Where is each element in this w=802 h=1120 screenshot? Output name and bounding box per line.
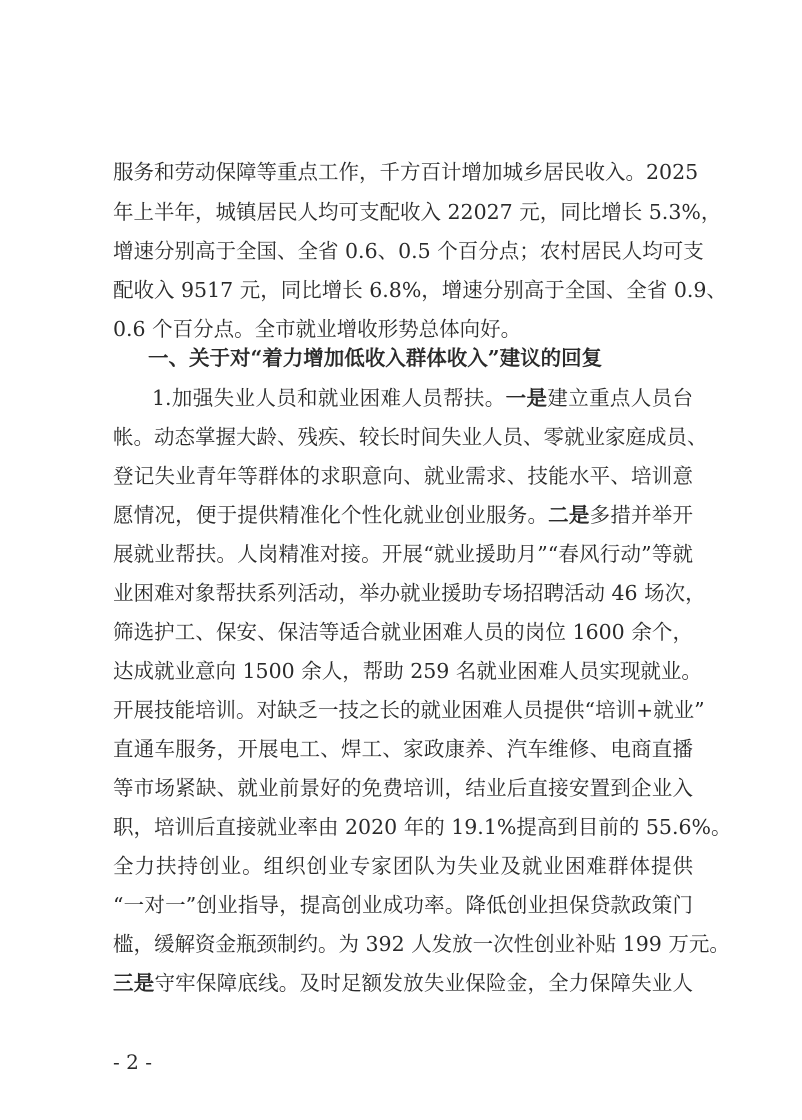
body-line: 全力扶持创业。组织创业专家团队为失业及就业困难群体提供 (113, 854, 693, 878)
body-fragment: 愿情况，便于提供精准化个性化就业创业服务。 (113, 503, 549, 527)
body-line: 业困难对象帮扶系列活动，举办就业援助专场招聘活动 46 场次， (113, 581, 706, 605)
body-fragment: 建立重点人员台 (547, 386, 694, 410)
body-line (113, 503, 693, 527)
emphasis-third: 三是 (113, 971, 155, 995)
body-line: “一对一”创业指导，提高创业成功率。降低创业担保贷款政策门 (113, 893, 693, 917)
emphasis-first: 一是 (505, 386, 548, 410)
body-line: 增速分别高于全国、全省 0.6、0.5 个百分点；农村居民人均可支 (113, 239, 704, 263)
page-number: - 2 - (113, 1050, 152, 1074)
emphasis-second: 二是 (548, 503, 590, 527)
body-line: 登记失业青年等群体的求职意向、就业需求、技能水平、培训意 (113, 464, 693, 488)
item-title: 1.加强失业人员和就业困难人员帮扶。 (152, 386, 506, 410)
body-line: 0.6 个百分点。全市就业增收形势总体向好。 (113, 317, 522, 341)
body-line (113, 971, 693, 995)
body-line: 达成就业意向 1500 余人，帮助 259 名就业困难人员实现就业。 (113, 659, 702, 683)
body-line: 筛选护工、保安、保洁等适合就业困难人员的岗位 1600 余个， (113, 620, 693, 644)
body-line: 服务和劳动保障等重点工作，千方百计增加城乡居民收入。2025 (113, 160, 699, 184)
body-line: 帐。动态掌握大龄、残疾、较长时间失业人员、零就业家庭成员、 (113, 425, 708, 449)
body-line: 直通车服务，开展电工、焊工、家政康养、汽车维修、电商直播 (113, 737, 693, 761)
body-fragment: 守牢保障底线。及时足额发放失业保险金，全力保障失业人 (154, 971, 694, 995)
body-line: 槛，缓解资金瓶颈制约。为 392 人发放一次性创业补贴 199 万元。 (113, 932, 730, 956)
body-fragment: 多措并举开 (589, 503, 694, 527)
body-line: 开展技能培训。对缺乏一技之长的就业困难人员提供“培训+就业” (113, 698, 705, 722)
body-line: 配收入 9517 元，同比增长 6.8%，增速分别高于全国、全省 0.9、 (113, 278, 727, 302)
body-line (152, 386, 693, 410)
section-heading: 一、关于对“着力增加低收入群体收入”建议的回复 (148, 346, 603, 370)
body-line: 年上半年，城镇居民人均可支配收入 22027 元，同比增长 5.3%， (113, 200, 722, 224)
body-line: 展就业帮扶。人岗精准对接。开展“就业援助月”“春风行动”等就 (113, 542, 693, 566)
body-line: 等市场紧缺、就业前景好的免费培训，结业后直接安置到企业入 (113, 776, 693, 800)
body-line: 职，培训后直接就业率由 2020 年的 19.1%提高到目前的 55.6%。 (113, 815, 732, 839)
